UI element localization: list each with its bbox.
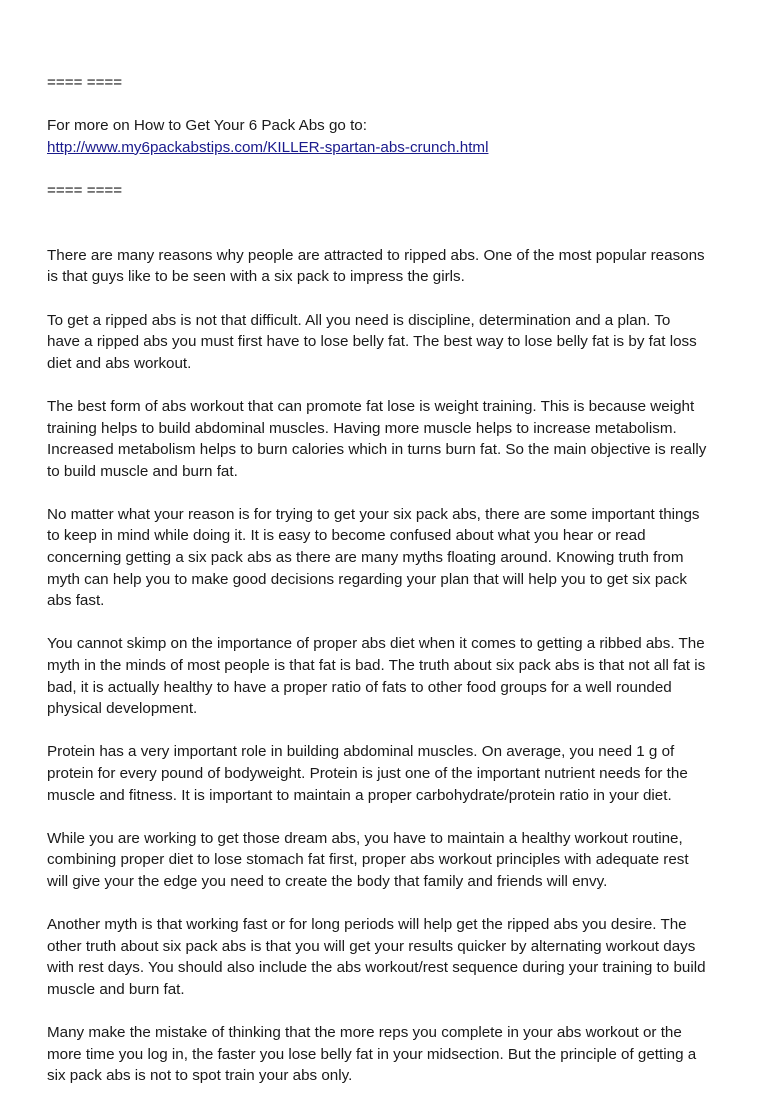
paragraph-line: diet and abs workout.: [47, 354, 192, 372]
paragraph-line: muscle and fitness. It is important to maintain a proper carbohydrate/protein ratio in your diet.: [47, 786, 672, 804]
paragraph: [47, 310, 737, 375]
paragraph: [47, 741, 737, 806]
paragraph: [47, 396, 737, 482]
paragraph-line: with rest days. You should also include the abs workout/rest sequence during your training to build: [47, 959, 706, 977]
separator-top: ==== ====: [47, 74, 123, 91]
article-body: [47, 245, 737, 1087]
paragraph-line: To get a ripped abs is not that difficult. All you need is discipline, determination and a plan. To: [47, 311, 671, 329]
paragraph-line: No matter what your reason is for trying to get your six pack abs, there are some important things: [47, 505, 700, 523]
paragraph-line: to build muscle and burn fat.: [47, 462, 238, 480]
paragraph-line: six pack abs is not to spot train your abs only.: [47, 1067, 353, 1085]
paragraph-line: have a ripped abs you must first have to lose belly fat. The best way to lose belly fat is by fat loss: [47, 333, 697, 351]
paragraph-line: more time you log in, the faster you lose belly fat in your midsection. But the principle of getting a: [47, 1045, 697, 1063]
paragraph-line: abs fast.: [47, 592, 105, 610]
paragraph-line: combining proper diet to lose stomach fat first, proper abs workout principles with adequate rest: [47, 851, 689, 869]
paragraph-line: to keep in mind while doing it. It is easy to become confused about what you hear or read: [47, 527, 646, 545]
paragraph: [47, 245, 737, 288]
paragraph-line: There are many reasons why people are attracted to ripped abs. One of the most popular reasons: [47, 246, 705, 264]
paragraph-line: protein for every pound of bodyweight. Protein is just one of the important nutrient needs for the: [47, 765, 688, 782]
paragraph: [47, 633, 737, 719]
paragraph: [47, 914, 737, 1000]
paragraph-line: Protein has a very important role in building abdominal muscles. On average, you need 1 g of: [47, 743, 675, 761]
paragraph-line: physical development.: [47, 700, 198, 718]
paragraph-line: Increased metabolism helps to burn calories which in turns burn fat. So the main objective is really: [47, 441, 707, 459]
paragraph-line: myth can help you to make good decisions regarding your plan that will help you to get six pack: [47, 570, 687, 588]
paragraph-line: While you are working to get those dream abs, you have to maintain a healthy workout routine,: [47, 829, 683, 847]
paragraph-line: other truth about six pack abs is that you will get your results quicker by alternating workout days: [47, 937, 696, 955]
paragraph-line: myth in the minds of most people is that fat is bad. The truth about six pack abs is that not all fat is: [47, 657, 706, 675]
paragraph: [47, 828, 737, 893]
paragraph: [47, 504, 737, 612]
paragraph-line: Another myth is that working fast or for long periods will help get the ripped abs you desire. The: [47, 916, 687, 934]
promo-text: For more on How to Get Your 6 Pack Abs go to:: [47, 117, 367, 135]
separator-bottom: ==== ====: [47, 181, 123, 199]
paragraph-line: will give your the edge you need to create the body that family and friends will envy.: [47, 872, 608, 890]
paragraph-line: is that guys like to be seen with a six pack to impress the girls.: [47, 268, 465, 286]
paragraph: [47, 1022, 737, 1087]
promo-link[interactable]: http://www.my6packabstips.com/KILLER-spartan-abs-crunch.html: [47, 138, 489, 156]
paragraph-line: training helps to build abdominal muscles. Having more muscle helps to increase metabolism.: [47, 419, 677, 437]
paragraph-line: muscle and burn fat.: [47, 980, 185, 998]
paragraph-line: The best form of abs workout that can promote fat lose is weight training. This is because weight: [47, 397, 695, 415]
paragraph-line: bad, it is actually healthy to have a proper ratio of fats to other food groups for a well rounded: [47, 678, 672, 696]
paragraph-line: Many make the mistake of thinking that the more reps you complete in your abs workout or the: [47, 1024, 682, 1042]
paragraph-line: You cannot skimp on the importance of proper abs diet when it comes to getting a ribbed abs. The: [47, 635, 705, 653]
document-page: [47, 72, 737, 1109]
paragraph-line: concerning getting a six pack abs as there are many myths floating around. Knowing truth from: [47, 549, 684, 567]
